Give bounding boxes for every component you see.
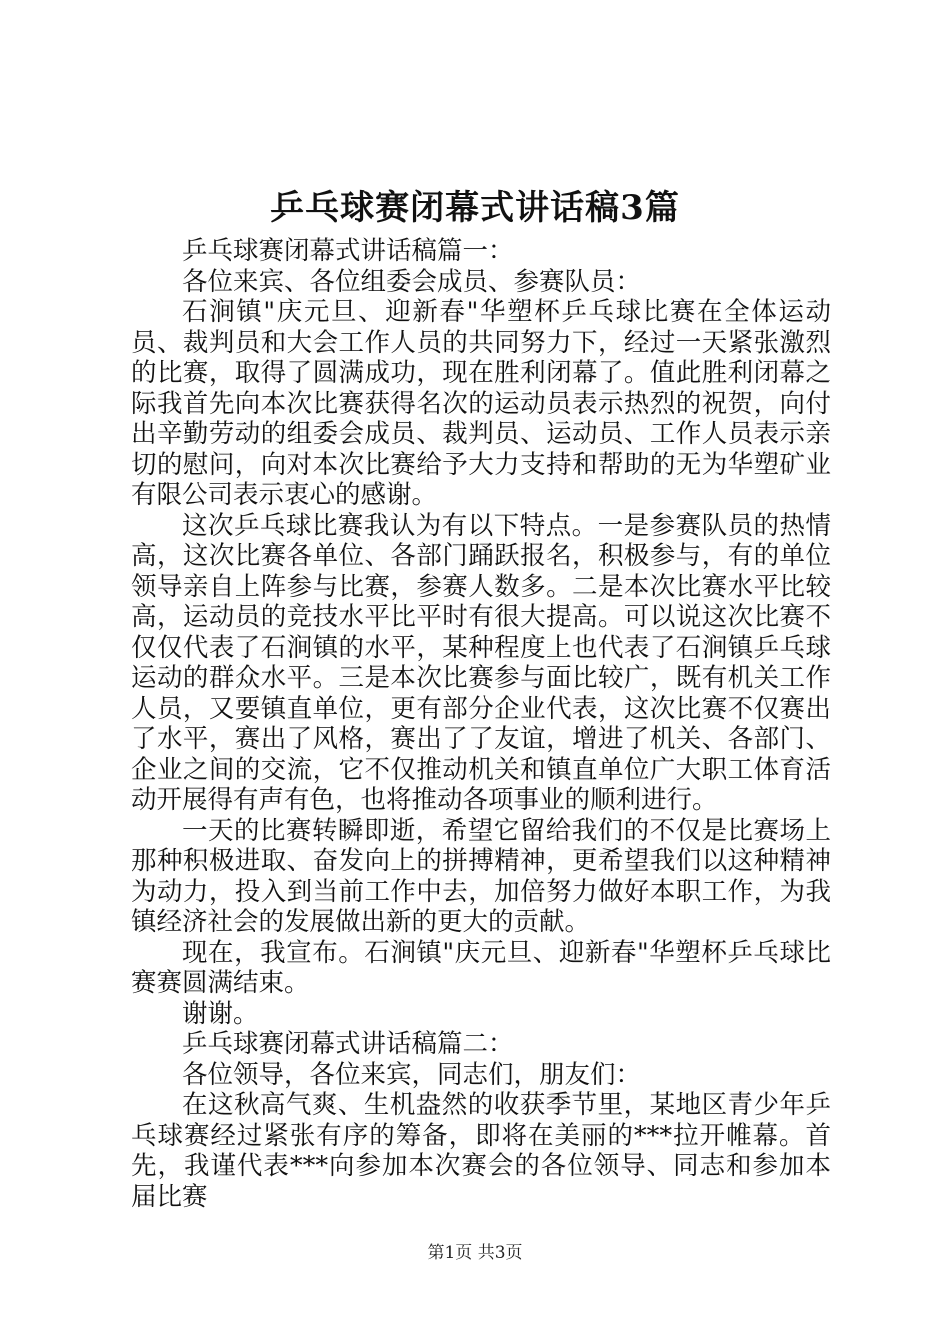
document-title: 乒乓球赛闭幕式讲话稿3篇 bbox=[270, 188, 680, 228]
paragraph-thanks: 谢谢。 bbox=[182, 998, 259, 1029]
page-footer: 第1页 共3页 bbox=[427, 1243, 523, 1263]
paragraph-opening: 石涧镇"庆元旦、迎新春"华塑杯乒乓球比赛在全体运动员、裁判员和大会工作人员的共同努力下，经过一天紧张激烈的比赛，取得了圆满成功，现在胜利闭幕了。值此胜利闭幕之际我首先向本次比赛获得名次的运动员表示热烈的祝贺，向付出辛勤劳动的组委会成员、裁判员、运动员、工作人员表示亲切的慰问，向对本次比赛给予大力支持和帮助的无为华塑矿业有限公司表示衷心的感谢。 bbox=[131, 297, 831, 510]
paragraph-hopes: 一天的比赛转瞬即逝，希望它留给我们的不仅是比赛场上那种积极进取、奋发向上的拼搏精神，更希望我们以这种精神为动力，投入到当前工作中去，加倍努力做好本职工作，为我镇经济社会的发展做出新的更大的贡献。 bbox=[131, 815, 831, 937]
paragraph-heading-part-two: 乒乓球赛闭幕式讲话稿篇二： bbox=[182, 1029, 514, 1059]
paragraph-part-two-opening: 在这秋高气爽、生机盎然的收获季节里，某地区青少年乒乓球赛经过紧张有序的筹备，即将在美丽的***拉开帷幕。首先，我谨代表***向参加本次赛会的各位领导、同志和参加本届比赛 bbox=[131, 1090, 831, 1212]
paragraph-heading-part-one: 乒乓球赛闭幕式讲话稿篇一： bbox=[182, 236, 514, 266]
paragraph-salutation-one: 各位来宾、各位组委会成员、参赛队员： bbox=[182, 266, 642, 297]
paragraph-announcement: 现在，我宣布。石涧镇"庆元旦、迎新春"华塑杯乒乓球比赛赛圆满结束。 bbox=[131, 937, 831, 998]
document-body bbox=[131, 236, 831, 1212]
paragraph-salutation-two: 各位领导，各位来宾，同志们，朋友们： bbox=[182, 1059, 642, 1090]
paragraph-features: 这次乒乓球比赛我认为有以下特点。一是参赛队员的热情高，这次比赛各单位、各部门踊跃报名，积极参与，有的单位领导亲自上阵参与比赛，参赛人数多。二是本次比赛水平比较高，运动员的竞技水平比平时有很大提高。可以说这次比赛不仅仅代表了石涧镇的水平，某种程度上也代表了石涧镇乒乓球运动的群众水平。三是本次比赛参与面比较广，既有机关工作人员，又要镇直单位，更有部分企业代表，这次比赛不仅赛出了水平，赛出了风格，赛出了了友谊，增进了机关、各部门、企业之间的交流，它不仅推动机关和镇直单位广大职工体育活动开展得有声有色，也将推动各项事业的顺利进行。 bbox=[131, 510, 831, 815]
